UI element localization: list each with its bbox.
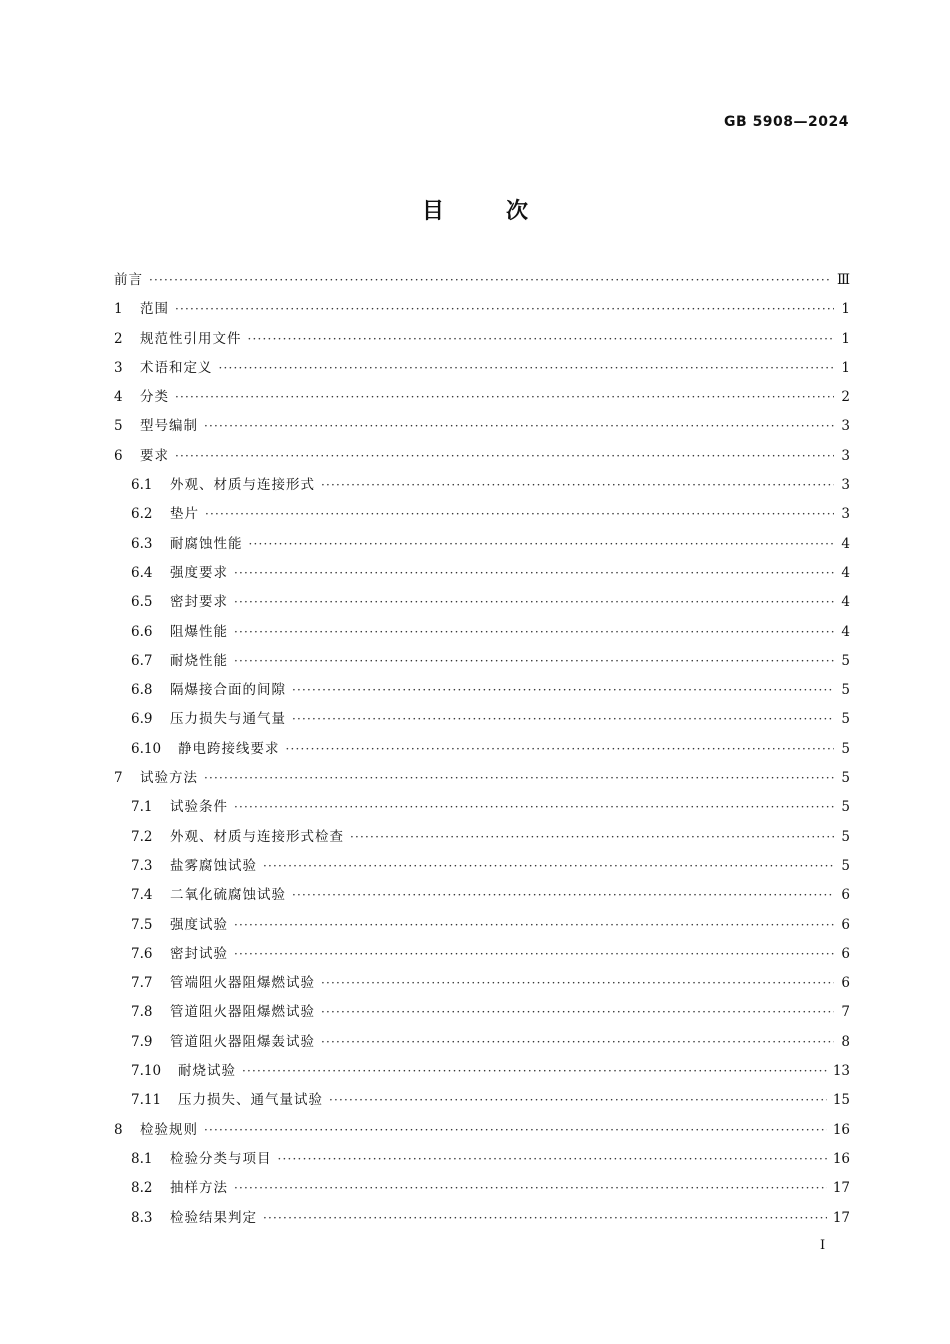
toc-leader-dots — [321, 1035, 834, 1049]
toc-entry-page: 5 — [841, 828, 850, 845]
toc-entry-label: 静电跨接线要求 — [178, 740, 280, 757]
toc-entry-page: Ⅲ — [836, 272, 850, 288]
toc-entry-number: 6.6 — [131, 623, 153, 640]
toc-entry-number: 8.3 — [131, 1209, 153, 1226]
toc-entry[interactable] — [114, 971, 850, 1000]
toc-entry-page: 2 — [841, 389, 850, 406]
toc-entry-number: 8.1 — [131, 1150, 153, 1167]
toc-entry-label: 压力损失、通气量试验 — [178, 1092, 323, 1109]
toc-entry-label: 检验规则 — [140, 1121, 198, 1138]
toc-entry[interactable] — [114, 649, 850, 678]
toc-entry-label: 试验方法 — [140, 770, 198, 787]
toc-entry-label: 耐烧试验 — [178, 1063, 236, 1080]
toc-leader-dots — [329, 1093, 827, 1107]
toc-entry-number: 8.2 — [131, 1180, 153, 1197]
toc-entry-label: 盐雾腐蚀试验 — [170, 857, 257, 874]
toc-entry[interactable] — [114, 678, 850, 707]
toc-leader-dots — [234, 947, 834, 961]
toc-entry-number: 3 — [114, 359, 123, 376]
toc-entry-page: 5 — [841, 682, 850, 699]
toc-entry-number: 7 — [114, 770, 123, 787]
toc-entry-page: 4 — [841, 535, 850, 552]
toc-entry-page: 5 — [841, 857, 850, 874]
toc-leader-dots — [321, 976, 834, 990]
toc-entry-page: 16 — [832, 1150, 850, 1167]
toc-entry-number: 7.4 — [131, 887, 153, 904]
page-number: I — [820, 1238, 826, 1253]
toc-entry[interactable] — [114, 620, 850, 649]
toc-leader-dots — [234, 654, 834, 668]
toc-entry-number: 6.5 — [131, 594, 153, 611]
toc-entry-label: 分类 — [140, 389, 169, 406]
toc-entry-number: 7.3 — [131, 857, 153, 874]
toc-entry-label: 耐烧性能 — [170, 652, 228, 669]
document-code: GB 5908—2024 — [724, 114, 849, 130]
toc-entry-page: 6 — [841, 945, 850, 962]
toc-entry[interactable] — [114, 766, 850, 795]
toc-entry-label: 管道阻火器阻爆燃试验 — [170, 1004, 315, 1021]
toc-entry-number: 6.9 — [131, 711, 153, 728]
toc-entry-number: 7.2 — [131, 828, 153, 845]
toc-entry-number: 6.4 — [131, 564, 153, 581]
toc-entry[interactable] — [114, 414, 850, 443]
toc-entry-number: 7.8 — [131, 1004, 153, 1021]
toc-entry-number: 7.9 — [131, 1033, 153, 1050]
toc-entry[interactable] — [114, 913, 850, 942]
toc-entry-page: 3 — [841, 477, 850, 494]
toc-entry-label: 阻爆性能 — [170, 623, 228, 640]
toc-leader-dots — [149, 273, 831, 287]
toc-entry-label: 强度要求 — [170, 564, 228, 581]
toc-entry[interactable] — [114, 385, 850, 414]
toc-entry[interactable] — [114, 268, 850, 297]
toc-entry-label: 压力损失与通气量 — [170, 711, 286, 728]
toc-entry-number: 7.10 — [131, 1063, 162, 1080]
toc-entry-page: 13 — [832, 1063, 850, 1080]
toc-entry[interactable] — [114, 737, 850, 766]
toc-entry-label: 抽样方法 — [170, 1180, 228, 1197]
toc-entry-page: 4 — [841, 594, 850, 611]
toc-entry-page: 5 — [841, 799, 850, 816]
toc-leader-dots — [234, 1181, 827, 1195]
toc-leader-dots — [249, 537, 835, 551]
toc-leader-dots — [175, 449, 834, 463]
toc-entry-label: 要求 — [140, 447, 169, 464]
toc-entry-number: 2 — [114, 330, 123, 347]
toc-entry-number: 6.3 — [131, 535, 153, 552]
toc-entry[interactable] — [114, 854, 850, 883]
toc-leader-dots — [292, 712, 834, 726]
toc-entry[interactable] — [114, 1118, 850, 1147]
toc-entry-page: 4 — [841, 623, 850, 640]
toc-entry[interactable] — [114, 1088, 850, 1117]
toc-entry-label: 密封试验 — [170, 945, 228, 962]
toc-entry[interactable] — [114, 795, 850, 824]
toc-entry-number: 6.2 — [131, 506, 153, 523]
toc-leader-dots — [321, 1005, 834, 1019]
toc-entry[interactable] — [114, 356, 850, 385]
toc-entry-page: 6 — [841, 916, 850, 933]
toc-entry-page: 6 — [841, 975, 850, 992]
toc-entry-number: 7.7 — [131, 975, 153, 992]
toc-entry[interactable] — [114, 1147, 850, 1176]
toc-entry-page: 5 — [841, 711, 850, 728]
toc-entry-page: 8 — [841, 1033, 850, 1050]
toc-leader-dots — [234, 800, 834, 814]
toc-leader-dots — [292, 683, 834, 697]
table-of-contents — [114, 268, 850, 1235]
toc-entry-label: 密封要求 — [170, 594, 228, 611]
toc-entry-label: 隔爆接合面的间隙 — [170, 682, 286, 699]
toc-entry-page: 4 — [841, 564, 850, 581]
toc-entry-label: 规范性引用文件 — [140, 330, 242, 347]
toc-entry-number: 1 — [114, 301, 123, 318]
toc-entry-page: 17 — [832, 1180, 850, 1197]
toc-entry-label: 二氧化硫腐蚀试验 — [170, 887, 286, 904]
toc-entry-number: 5 — [114, 418, 123, 435]
toc-leader-dots — [234, 918, 834, 932]
toc-entry[interactable] — [114, 1000, 850, 1029]
toc-entry[interactable] — [114, 825, 850, 854]
toc-entry-number: 6.1 — [131, 477, 153, 494]
toc-entry-number: 6.7 — [131, 652, 153, 669]
toc-entry-label: 试验条件 — [170, 799, 228, 816]
toc-leader-dots — [205, 507, 834, 521]
toc-entry-label: 范围 — [140, 301, 169, 318]
toc-entry-page: 7 — [841, 1004, 850, 1021]
toc-leader-dots — [278, 1152, 827, 1166]
toc-entry[interactable] — [114, 532, 850, 561]
toc-leader-dots — [204, 1123, 827, 1137]
toc-entry-number: 6 — [114, 447, 123, 464]
toc-entry-number: 7.5 — [131, 916, 153, 933]
toc-entry[interactable] — [114, 502, 850, 531]
toc-entry-label: 型号编制 — [140, 418, 198, 435]
toc-leader-dots — [204, 771, 834, 785]
toc-entry-label: 垫片 — [170, 506, 199, 523]
toc-leader-dots — [204, 419, 834, 433]
toc-entry[interactable] — [114, 444, 850, 473]
toc-entry-number: 4 — [114, 389, 123, 406]
toc-entry-page: 5 — [841, 770, 850, 787]
page-title: 目次 — [421, 199, 590, 224]
toc-entry[interactable] — [114, 590, 850, 619]
toc-leader-dots — [242, 1064, 827, 1078]
toc-leader-dots — [263, 859, 834, 873]
toc-leader-dots — [175, 390, 834, 404]
toc-leader-dots — [286, 742, 835, 756]
toc-entry[interactable] — [114, 942, 850, 971]
toc-entry-label: 管道阻火器阻爆轰试验 — [170, 1033, 315, 1050]
toc-entry[interactable] — [114, 561, 850, 590]
toc-entry-page: 6 — [841, 887, 850, 904]
toc-entry-label: 前言 — [114, 272, 143, 288]
toc-leader-dots — [234, 625, 834, 639]
toc-entry[interactable] — [114, 327, 850, 356]
toc-entry-page: 17 — [832, 1209, 850, 1226]
toc-entry[interactable] — [114, 1030, 850, 1059]
toc-leader-dots — [263, 1211, 827, 1225]
toc-entry[interactable] — [114, 1206, 850, 1235]
toc-entry-page: 1 — [841, 330, 850, 347]
toc-leader-dots — [292, 888, 834, 902]
toc-entry-page: 1 — [841, 359, 850, 376]
toc-entry[interactable] — [114, 707, 850, 736]
toc-entry-number: 7.11 — [131, 1092, 162, 1109]
toc-entry-page: 5 — [841, 740, 850, 757]
toc-entry-number: 6.8 — [131, 682, 153, 699]
toc-leader-dots — [248, 332, 835, 346]
toc-entry-label: 管端阻火器阻爆燃试验 — [170, 975, 315, 992]
toc-entry-page: 1 — [841, 301, 850, 318]
toc-entry-label: 术语和定义 — [140, 359, 213, 376]
toc-entry-label: 强度试验 — [170, 916, 228, 933]
toc-entry-page: 15 — [832, 1092, 850, 1109]
toc-entry-page: 5 — [841, 652, 850, 669]
toc-entry[interactable] — [114, 1176, 850, 1205]
toc-leader-dots — [234, 595, 834, 609]
toc-entry-number: 6.10 — [131, 740, 162, 757]
toc-entry-label: 外观、材质与连接形式 — [170, 477, 315, 494]
toc-leader-dots — [219, 361, 835, 375]
toc-entry-label: 检验结果判定 — [170, 1209, 257, 1226]
toc-entry-number: 7.1 — [131, 799, 153, 816]
toc-entry[interactable] — [114, 1059, 850, 1088]
toc-entry-page: 3 — [841, 418, 850, 435]
toc-leader-dots — [350, 830, 834, 844]
toc-entry-page: 3 — [841, 447, 850, 464]
toc-leader-dots — [234, 566, 834, 580]
toc-entry-label: 耐腐蚀性能 — [170, 535, 243, 552]
toc-leader-dots — [321, 478, 834, 492]
toc-entry[interactable] — [114, 297, 850, 326]
toc-entry-page: 16 — [832, 1121, 850, 1138]
toc-entry-number: 7.6 — [131, 945, 153, 962]
toc-leader-dots — [175, 302, 834, 316]
toc-entry-number: 8 — [114, 1121, 123, 1138]
toc-entry-page: 3 — [841, 506, 850, 523]
toc-entry[interactable] — [114, 473, 850, 502]
toc-entry[interactable] — [114, 883, 850, 912]
toc-entry-label: 检验分类与项目 — [170, 1150, 272, 1167]
toc-entry-label: 外观、材质与连接形式检查 — [170, 828, 344, 845]
